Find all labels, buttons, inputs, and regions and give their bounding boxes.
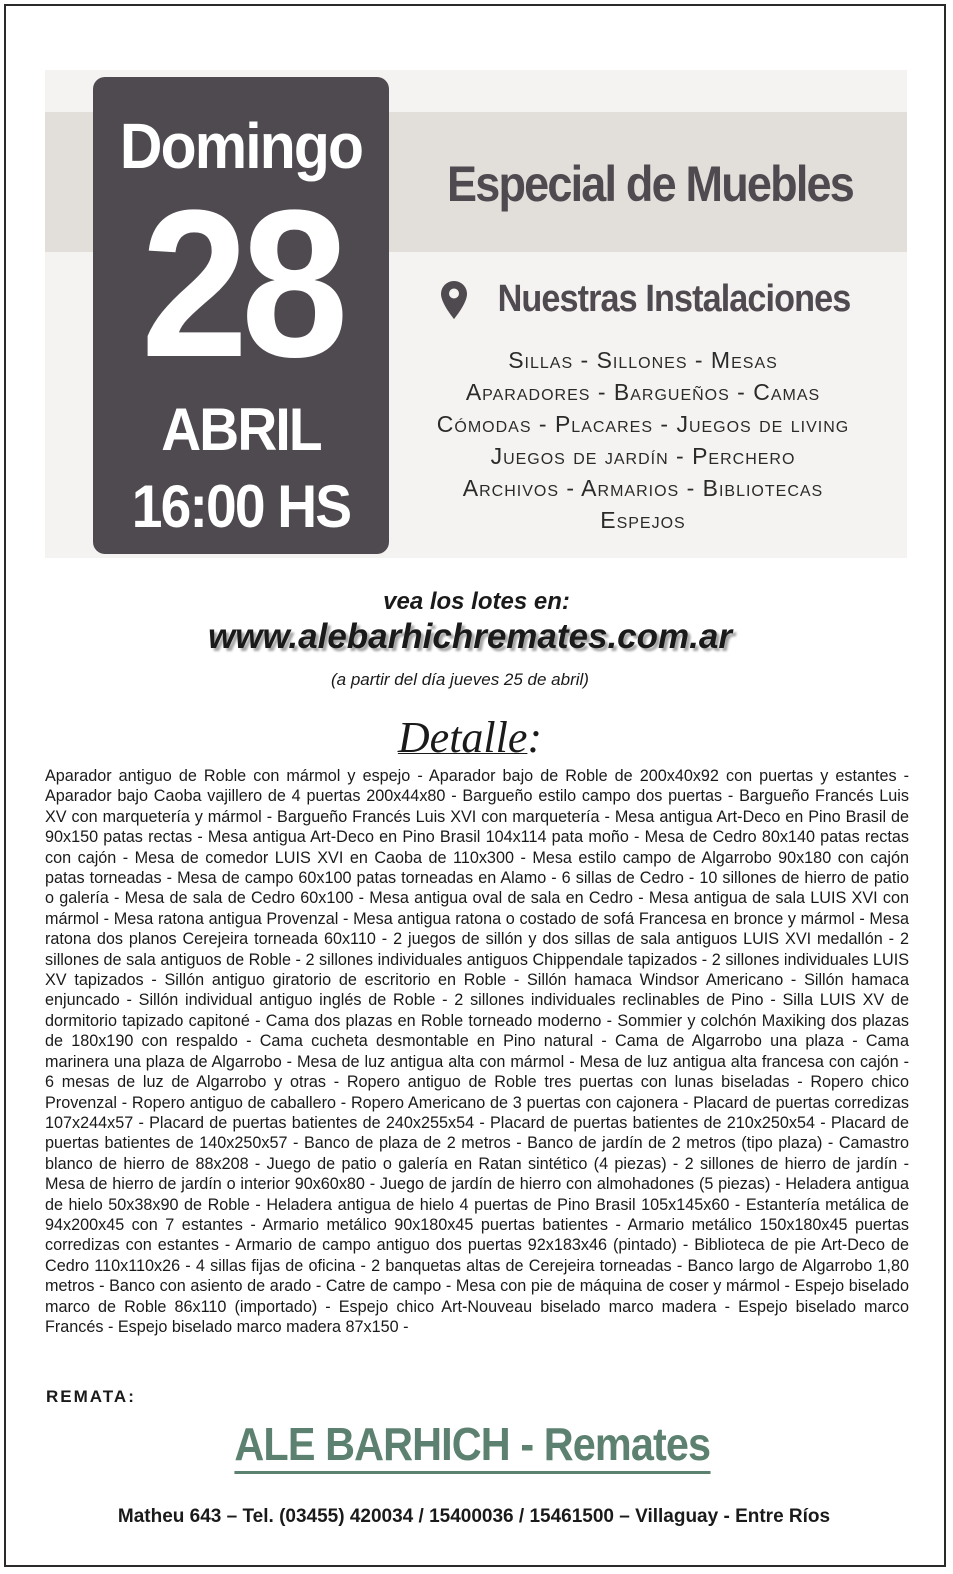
contact-footer: Matheu 643 – Tel. (03455) 420034 / 15400036 / 15461500 – Villaguay - Entre Ríos <box>117 1506 831 1527</box>
location-label: Nuestras Instalaciones <box>497 278 851 320</box>
auctioneer-label: REMATA: <box>46 1387 136 1406</box>
date-box <box>93 77 389 554</box>
map-pin-icon <box>440 280 468 320</box>
lot-list: Aparador antiguo de Roble con mármol y espejo - Aparador bajo de Roble de 200x40x92 con puertas y estantes - Aparador bajo Caoba vajillero de 4 puertas 200x44x80 - Bargueño estilo campo dos puertas - Bargueño Francés Luis XV con marquetería y mármol - Bargueño Francés Luis XVI con marquetería - Mesa antigua Art-Deco en Pino Brasil de 90x150 patas rectas - Mesa antigua Art-Deco en Pino Brasil 104x114 pata moño - Mesa de Cedro 80x140 patas rectas con cajón - Mesa de comedor LUIS XVI en Caoba de 110x300 - Mesa estilo campo de Algarrobo 90x180 con cajón patas torneadas - Mesa de campo 60x100 patas torneadas en Alamo - 6 sillas de Cedro - 10 sillones de hierro de patio o galería - Mesa de sala de Cedro 60x100 - Mesa antigua oval de sala en Cedro - Mesa antigua de sala LUIS XVI con mármol - Mesa ratona antigua Provenzal - Mesa antigua ratona o costado de sofá Francesa en bronce y mármol - Mesa ratona dos planos Cerejeira torneada 60x110 - 2 juegos de sillón y dos sillas de sala antiguos LUIS XVI medallón - 2 sillones de sala antiguos de Roble - 2 sillones individuales antiguos Chippendale tapizados - 2 sillones individuales LUIS XV tapizados - Sillón antiguo giratorio de escritorio en Roble - Sillón hamaca Windsor Americano - Sillón hamaca enjuncado - Sillón individual antiguo inglés de Roble - 2 sillones individuales reclinables de Pino - Silla LUIS XV de dormitorio tapizado capitoné - Cama dos plazas en Roble torneado moderno - Sommier y colchón Maxiking dos plazas de 180x190 con respaldo - Cama cucheta desmontable en Pino natural - Cama de Algarrobo una plaza - Cama marinera una plaza de Algarrobo - Mesa de luz antigua alta con mármol - Mesa de luz antigua alta francesa con cajón - 6 mesas de luz de Algarrobo y otras - Ropero antiguo de Roble tres puertas con lunas biseladas - Ropero chico Provenzal - Ropero antiguo de caballero - Ropero Americano de 3 puertas con cajonera - Placard de puertas corredizas 107x244x57 - Placard de puertas batientes de 240x255x54 - Placard de puertas batientes de 210x250x54 - Placard de puertas batientes de 140x250x57 - Banco de plaza de 2 metros - Banco de jardín de 2 metros (tipo plaza) - Camastro blanco de hierro de 88x208 - Juego de patio o galería en Ratan sintético (4 piezas) - 2 sillones de hierro de jardín - Mesa de hierro de jardín o interior 90x60x80 - Juego de jardín de hierro con almohadones (5 piezas) - Heladera antigua de hielo 50x38x90 de Roble - Heladera antigua de hielo 4 puertas de Pino Brasil 105x145x60 - Estantería metálica de 94x200x45 con 7 estantes - Armario metálico 90x180x45 puertas batientes - Armario metálico 150x180x45 puertas corredizas con estantes - Armario de campo antiguo dos puertas 92x183x46 (pintado) - Biblioteca de pie Art-Deco de Cedro 110x110x26 - 4 sillas fijas de oficina - 2 banquetas altas de Cerejeira torneadas - Banco largo de Algarrobo 1,80 metros - Banco con asiento de arado - Catre de campo - Mesa con pie de máquina de coser y mármol - Espejo biselado marco de Roble 86x110 (importado) - Espejo chico Art-Nouveau biselado marco madera - Espejo biselado marco Francés - Espejo biselado marco madera 87x150 - <box>45 767 909 1336</box>
item-categories <box>400 344 886 536</box>
availability-note: (a partir del día jueves 25 de abril) <box>331 670 589 689</box>
detail-heading-colon: : <box>527 713 543 762</box>
brand-name: ALE BARHICH - Remates <box>235 1418 711 1474</box>
day-of-week: Domingo <box>119 110 363 182</box>
event-time: 16:00 HS <box>131 473 351 540</box>
category-line: Cómodas - Placares - Juegos de living <box>436 411 850 437</box>
month: ABRIL <box>161 396 321 463</box>
event-location <box>420 278 890 321</box>
category-line: Archivos - Armarios - Bibliotecas <box>462 475 824 501</box>
category-line: Sillas - Sillones - Mesas <box>508 347 778 373</box>
category-line: Espejos <box>600 507 686 533</box>
category-line: Juegos de jardín - Perchero <box>490 443 796 469</box>
detail-heading <box>0 712 940 763</box>
web-intro: vea los lotes en: <box>383 588 570 615</box>
detail-heading-text: Detalle <box>397 713 528 762</box>
category-line: Aparadores - Bargueños - Camas <box>465 379 821 405</box>
day-number: 28 <box>140 166 342 401</box>
website-url: www.alebarhichremates.com.ar <box>208 617 732 656</box>
event-title: Especial de Muebles <box>447 156 853 212</box>
auctioneer-brand <box>0 1418 945 1474</box>
